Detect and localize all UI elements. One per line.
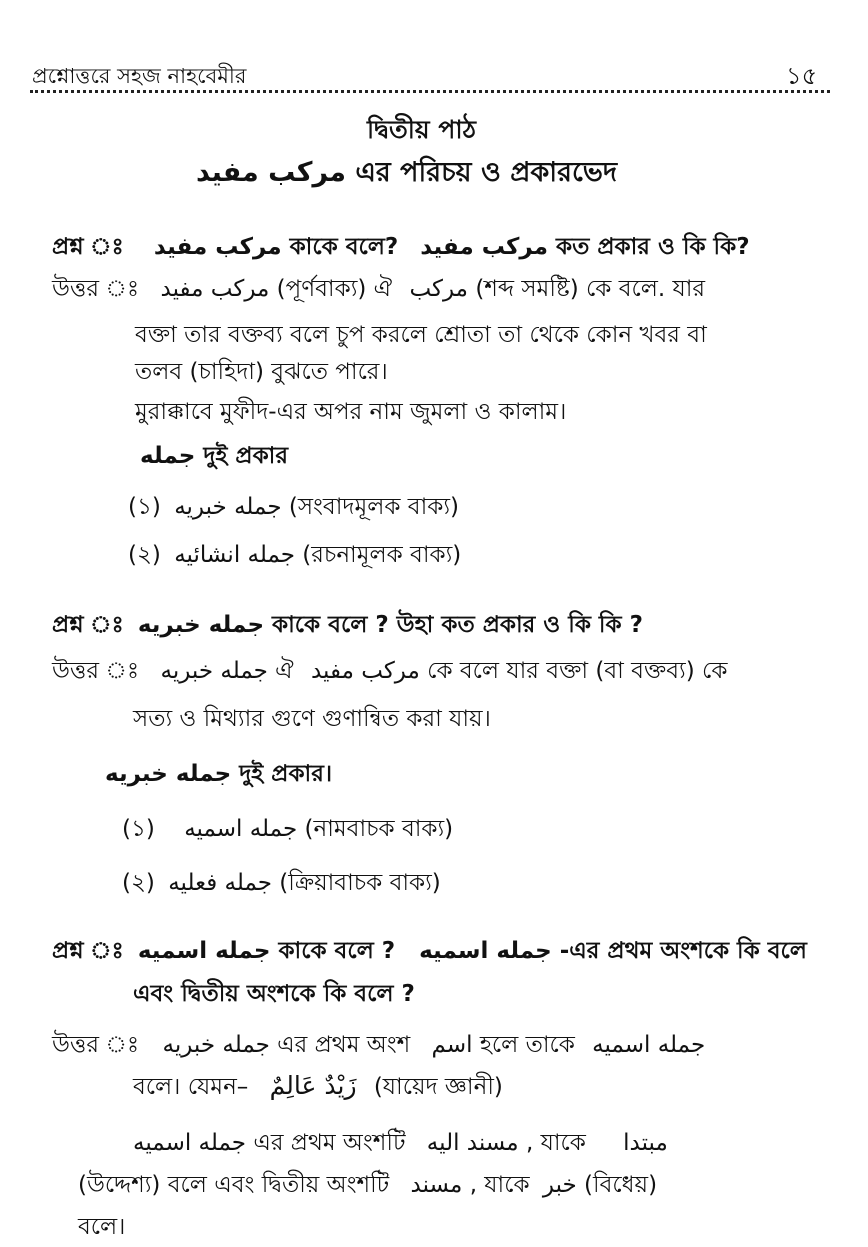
answer-1-types (140, 437, 288, 476)
answer-arabic: مركب (409, 276, 468, 302)
types-text: দুই প্রকার। (239, 761, 333, 787)
answer-text: কে বলে যার বক্তা (বা বক্তব্য) কে (427, 658, 728, 684)
item-number: (১) (128, 494, 161, 520)
item-arabic: جمله خبريه (174, 494, 282, 520)
question-arabic: مركب مفيد (420, 234, 548, 260)
answer-2-item-2 (122, 864, 441, 903)
header-divider (30, 90, 830, 93)
answer-arabic: مسند اليه (426, 1130, 519, 1156)
question-arabic: مركب مفيد (153, 234, 282, 260)
question-3 (52, 932, 807, 971)
answer-prefix: উত্তর ঃ (52, 658, 140, 684)
question-text: কত প্রকার ও কি কি? (556, 234, 750, 260)
answer-2-types (105, 755, 332, 794)
answer-3-para-2-line-1 (133, 1124, 668, 1163)
item-arabic: جمله اسميه (184, 816, 298, 842)
answer-text: এর প্রথম অংশ (277, 1032, 411, 1058)
answer-prefix: উত্তর ঃ (52, 1032, 140, 1058)
question-text: কাকে বলে ? (278, 938, 396, 964)
types-arabic: جمله (140, 443, 196, 469)
answer-3-para-2-line-3: বলে। (78, 1214, 126, 1240)
question-arabic: جمله اسميه (137, 938, 271, 964)
question-text: -এর প্রথম অংশকে কি বলে (559, 938, 807, 964)
item-text: (নামবাচক বাক্য) (304, 816, 454, 842)
item-text: (রচনামূলক বাক্য) (302, 542, 462, 568)
answer-1-line-4: মুরাক্কাবে মুফীদ-এর অপর নাম জুমলা ও কালাম। (135, 399, 567, 425)
answer-arabic: خبر (542, 1172, 577, 1198)
chapter-label: দ্বিতীয় পাঠ (367, 115, 476, 144)
answer-3-para-2-line-2 (78, 1166, 657, 1205)
question-text: কাকে বলে? (289, 234, 399, 260)
answer-2-line-1 (52, 652, 727, 691)
types-text: দুই প্রকার (203, 443, 288, 469)
answer-arabic: جمله خبريه (160, 658, 268, 684)
answer-text: (বিধেয়) (584, 1172, 658, 1198)
answer-2-item-1 (122, 810, 453, 849)
types-arabic: جمله خبريه (105, 761, 232, 787)
question-arabic: جمله خبريه (137, 612, 265, 638)
example-arabic: زَيْدٌ عَالِمٌ (269, 1071, 357, 1100)
answer-arabic: اسم (431, 1032, 473, 1058)
question-text: কাকে বলে ? উহা কত প্রকার ও কি কি ? (272, 612, 643, 638)
item-number: (১) (122, 816, 155, 842)
item-arabic: جمله فعليه (168, 870, 272, 896)
question-1 (52, 228, 750, 267)
page-number: ১৫ (786, 62, 818, 90)
question-3-line-2: এবং দ্বিতীয় অংশকে কি বলে ? (133, 981, 415, 1007)
answer-arabic: مسند (410, 1172, 463, 1198)
answer-arabic: جمله اسميه (133, 1130, 247, 1156)
answer-3-line-2 (133, 1068, 503, 1107)
question-prefix: প্রশ্ন ঃ (52, 938, 124, 964)
answer-text: , যাকে (525, 1130, 586, 1156)
answer-text: (শব্দ সমষ্টি) কে বলে. যার (475, 276, 706, 302)
answer-1-line-2: বক্তা তার বক্তব্য বলে চুপ করলে শ্রোতা তা থেকে কোন খবর বা (135, 322, 707, 348)
answer-arabic: جمله خبريه (162, 1032, 270, 1058)
answer-text: , যাকে (469, 1172, 530, 1198)
example-translation: (যায়েদ জ্ঞানী) (373, 1074, 503, 1100)
answer-text: ঐ (275, 658, 294, 684)
answer-arabic: مركب مفيد (160, 276, 270, 302)
answer-text: এর প্রথম অংশটি (253, 1130, 406, 1156)
answer-arabic: جمله اسميه (592, 1032, 706, 1058)
answer-1-line-3: তলব (চাহিদা) বুঝতে পারে। (135, 359, 388, 385)
answer-prefix: উত্তর ঃ (52, 276, 140, 302)
chapter-title-arabic: مركب مفيد (196, 157, 346, 188)
question-arabic: جمله اسميه (419, 938, 552, 964)
answer-2-line-2: সত্য ও মিথ্যার গুণে গুণান্বিত করা যায়। (133, 706, 491, 732)
question-prefix: প্রশ্ন ঃ (52, 612, 124, 638)
answer-arabic: مركب مفيد (310, 658, 420, 684)
question-2 (52, 606, 643, 645)
answer-1-item-1 (128, 488, 459, 527)
chapter-title-bengali: এর পরিচয় ও প্রকারভেদ (355, 157, 618, 188)
answer-text: (উদ্দেশ্য) বলে এবং দ্বিতীয় অংশটি (78, 1172, 390, 1198)
item-number: (২) (122, 870, 155, 896)
chapter-title (196, 152, 617, 197)
item-arabic: جمله انشائيه (174, 542, 295, 568)
answer-1-line-1 (52, 270, 705, 309)
answer-arabic: مبتدا (623, 1130, 668, 1156)
item-text: (সংবাদমূলক বাক্য) (288, 494, 459, 520)
running-header: প্রশ্নোত্তরে সহজ নাহবেমীর (32, 64, 247, 88)
answer-1-item-2 (128, 536, 461, 575)
answer-3-line-1 (52, 1026, 705, 1065)
item-text: (ক্রিয়াবাচক বাক্য) (279, 870, 441, 896)
item-number: (২) (128, 542, 161, 568)
answer-text: (পূর্ণবাক্য) ঐ (276, 276, 393, 302)
answer-text: বলে। যেমন– (133, 1074, 249, 1100)
question-prefix: প্রশ্ন ঃ (52, 234, 124, 260)
answer-text: হলে তাকে (479, 1032, 575, 1058)
